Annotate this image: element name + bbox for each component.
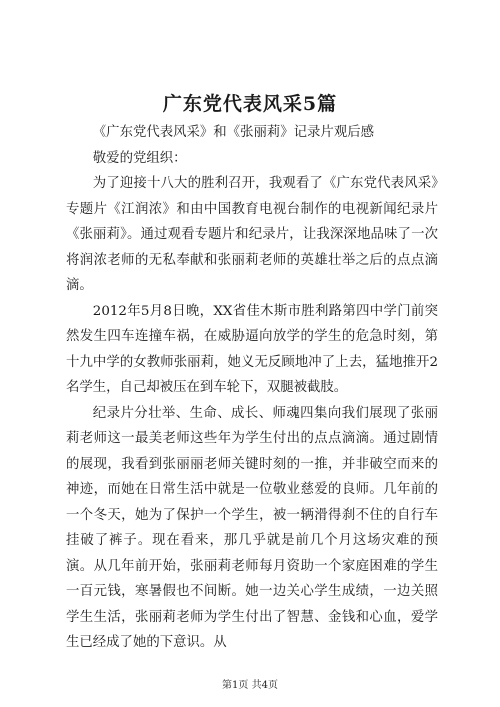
document-title: 广东党代表风采5篇 [162,93,338,115]
body-paragraph: 为了迎接十八大的胜利召开，我观看了《广东党代表风采》专题片《江润浓》和由中国教育电视台制作的电视新闻纪录片《张丽莉》。通过观看专题片和纪录片，让我深深地品味了一次将润浓老师的无私奉献和张丽莉老师的英雄壮举之后的点点滴滴。 [66,176,438,293]
body-paragraph: 纪录片分壮举、生命、成长、师魂四集向我们展现了张丽莉老师这一最美老师这些年为学生付出的点点滴滴。通过剧情的展现，我看到张丽丽老师关键时刻的一推，并非破空而来的神迹，而她在日常生活中就是一位敬业慈爱的良师。几年前的一个冬天，她为了保护一个学生，被一辆滑得刹不住的自行车挂破了裤子。现在看来，那几乎就是前几个月这场灾难的预演。从几年前开始，张丽莉老师每月资助一个家庭困难的学生一百元钱，寒暑假也不间断。她一边关心学生成绩，一边关照学生生活，张丽莉老师为学生付出了智慧、金钱和心血，爱学生已经成了她的下意识。从 [66,405,438,650]
page-footer: 第1页 共4页 [222,680,278,691]
subtitle-paragraph: 《广东党代表风采》和《张丽莉》记录片观后感 [92,125,374,140]
salutation-paragraph: 敬爱的党组织： [92,150,187,166]
body-paragraph: 2012年5月8日晚，XX省佳木斯市胜利路第四中学门前突然发生四车连撞车祸，在威胁逼向放学的学生的危急时刻，第十九中学的女教师张丽莉，她义无反顾地冲了上去，猛地推开2名学生，自己却被压在到车轮下，双腿被截肢。 [66,303,438,395]
document-body [66,120,438,656]
